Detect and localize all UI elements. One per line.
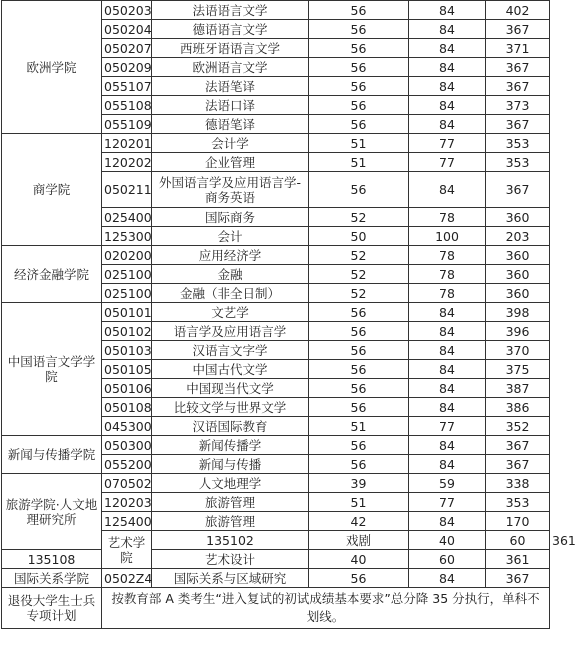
major-code-cell: 055109 (102, 115, 152, 134)
score-total-cell: 367 (486, 455, 550, 474)
score-single-cell: 56 (309, 77, 409, 96)
major-name-cell: 新闻传播学 (152, 436, 309, 455)
major-code-cell: 125400 (102, 512, 152, 531)
score-total-cell: 367 (486, 77, 550, 96)
score-other-cell: 84 (409, 398, 486, 417)
score-single-cell: 51 (309, 153, 409, 172)
major-code-cell: 050103 (102, 341, 152, 360)
major-name-cell: 金融 (152, 265, 309, 284)
table-row (2, 303, 550, 322)
score-single-cell: 56 (309, 341, 409, 360)
major-code-cell: 050108 (102, 398, 152, 417)
score-single-cell: 56 (309, 455, 409, 474)
score-single-cell: 52 (309, 246, 409, 265)
major-code-cell: 120201 (102, 134, 152, 153)
footer-note-cell: 按教育部 A 类考生“进入复试的初试成绩基本要求”总分降 35 分执行，单科不划线。 (102, 588, 550, 629)
score-total-cell: 367 (486, 569, 550, 588)
major-name-cell: 企业管理 (152, 153, 309, 172)
score-single-cell: 56 (309, 58, 409, 77)
score-single-cell: 51 (309, 134, 409, 153)
major-code-cell: 050106 (102, 379, 152, 398)
major-code-cell: 025100 (102, 284, 152, 303)
college-cell: 国际关系学院 (2, 569, 102, 588)
score-total-cell: 373 (486, 96, 550, 115)
score-other-cell: 100 (409, 227, 486, 246)
score-other-cell: 78 (409, 265, 486, 284)
major-code-cell: 135108 (2, 550, 102, 569)
major-code-cell: 050101 (102, 303, 152, 322)
score-total-cell: 367 (486, 115, 550, 134)
score-other-cell: 59 (409, 474, 486, 493)
score-total-cell: 367 (486, 20, 550, 39)
score-single-cell: 52 (309, 265, 409, 284)
table-row (2, 550, 550, 569)
score-total-cell: 352 (486, 417, 550, 436)
major-code-cell: 050203 (102, 1, 152, 20)
score-single-cell: 56 (309, 96, 409, 115)
major-name-cell: 外国语言学及应用语言学-商务英语 (152, 172, 309, 208)
score-other-cell: 84 (409, 379, 486, 398)
score-single-cell: 56 (309, 322, 409, 341)
score-other-cell: 84 (409, 436, 486, 455)
major-name-cell: 中国现当代文学 (152, 379, 309, 398)
score-single-cell: 56 (309, 379, 409, 398)
score-single-cell: 40 (409, 531, 486, 550)
score-other-cell: 84 (409, 322, 486, 341)
major-code-cell: 120203 (102, 493, 152, 512)
major-name-cell: 艺术设计 (152, 550, 309, 569)
score-other-cell: 84 (409, 455, 486, 474)
college-cell: 艺术学院 (102, 531, 152, 569)
score-table-body (2, 1, 576, 629)
score-single-cell: 52 (309, 284, 409, 303)
score-total-cell: 375 (486, 360, 550, 379)
score-single-cell: 56 (309, 1, 409, 20)
table-row (2, 134, 550, 153)
major-code-cell: 070502 (102, 474, 152, 493)
score-other-cell: 60 (409, 550, 486, 569)
major-code-cell: 055108 (102, 96, 152, 115)
score-total-cell: 170 (486, 512, 550, 531)
major-name-cell: 人文地理学 (152, 474, 309, 493)
major-name-cell: 汉语言文字学 (152, 341, 309, 360)
major-name-cell: 旅游管理 (152, 512, 309, 531)
table-row (2, 246, 550, 265)
major-code-cell: 050105 (102, 360, 152, 379)
score-other-cell: 84 (409, 20, 486, 39)
major-code-cell: 045300 (102, 417, 152, 436)
score-single-cell: 50 (309, 227, 409, 246)
major-name-cell: 法语笔译 (152, 77, 309, 96)
score-other-cell: 84 (409, 303, 486, 322)
major-code-cell: 050211 (102, 172, 152, 208)
score-total-cell: 367 (486, 172, 550, 208)
score-total-cell: 386 (486, 398, 550, 417)
major-name-cell: 会计 (152, 227, 309, 246)
score-single-cell: 39 (309, 474, 409, 493)
score-other-cell: 78 (409, 284, 486, 303)
score-single-cell: 51 (309, 417, 409, 436)
score-other-cell: 84 (409, 1, 486, 20)
major-name-cell: 法语语言文学 (152, 1, 309, 20)
major-code-cell: 020200 (102, 246, 152, 265)
college-cell: 经济金融学院 (2, 246, 102, 303)
major-name-cell: 新闻与传播 (152, 455, 309, 474)
score-other-cell: 77 (409, 134, 486, 153)
major-name-cell: 旅游管理 (152, 493, 309, 512)
footer-row (2, 588, 550, 629)
score-total-cell: 361 (486, 550, 550, 569)
score-single-cell: 56 (309, 39, 409, 58)
score-single-cell: 56 (309, 360, 409, 379)
major-code-cell: 050300 (102, 436, 152, 455)
major-name-cell: 文艺学 (152, 303, 309, 322)
table-row (2, 569, 550, 588)
score-total-cell: 203 (486, 227, 550, 246)
score-other-cell: 84 (409, 172, 486, 208)
major-name-cell: 德语笔译 (152, 115, 309, 134)
score-single-cell: 56 (309, 569, 409, 588)
college-cell: 中国语言文学学院 (2, 303, 102, 436)
score-single-cell: 51 (309, 493, 409, 512)
score-total-cell: 371 (486, 39, 550, 58)
score-total-cell: 353 (486, 153, 550, 172)
college-cell: 新闻与传播学院 (2, 436, 102, 474)
major-code-cell: 050102 (102, 322, 152, 341)
major-name-cell: 应用经济学 (152, 246, 309, 265)
table-row (2, 1, 550, 20)
major-code-cell: 025400 (102, 208, 152, 227)
major-name-cell: 国际商务 (152, 208, 309, 227)
score-single-cell: 56 (309, 172, 409, 208)
college-cell: 旅游学院·人文地理研究所 (2, 474, 102, 550)
footer-label-cell: 退役大学生士兵专项计划 (2, 588, 102, 629)
score-other-cell: 78 (409, 208, 486, 227)
score-total-cell: 370 (486, 341, 550, 360)
score-other-cell: 77 (409, 417, 486, 436)
score-total-cell: 360 (486, 265, 550, 284)
score-other-cell: 84 (409, 115, 486, 134)
score-single-cell: 52 (309, 208, 409, 227)
score-other-cell: 77 (409, 153, 486, 172)
major-name-cell: 法语口译 (152, 96, 309, 115)
score-total-cell: 353 (486, 493, 550, 512)
major-name-cell: 德语语言文学 (152, 20, 309, 39)
score-other-cell: 84 (409, 360, 486, 379)
score-single-cell: 56 (309, 20, 409, 39)
major-code-cell: 055107 (102, 77, 152, 96)
major-code-cell: 025100 (102, 265, 152, 284)
score-other-cell: 84 (409, 569, 486, 588)
score-total-cell: 398 (486, 303, 550, 322)
major-code-cell: 050207 (102, 39, 152, 58)
major-name-cell: 戏剧 (309, 531, 409, 550)
major-name-cell: 国际关系与区域研究 (152, 569, 309, 588)
major-name-cell: 西班牙语语言文学 (152, 39, 309, 58)
major-name-cell: 语言学及应用语言学 (152, 322, 309, 341)
score-single-cell: 56 (309, 303, 409, 322)
score-other-cell: 60 (486, 531, 550, 550)
score-other-cell: 84 (409, 39, 486, 58)
score-table (1, 0, 576, 629)
major-name-cell: 比较文学与世界文学 (152, 398, 309, 417)
major-name-cell: 汉语国际教育 (152, 417, 309, 436)
score-other-cell: 78 (409, 246, 486, 265)
score-other-cell: 77 (409, 493, 486, 512)
score-total-cell: 360 (486, 246, 550, 265)
major-code-cell: 050209 (102, 58, 152, 77)
major-code-cell: 120202 (102, 153, 152, 172)
score-total-cell: 402 (486, 1, 550, 20)
score-other-cell: 84 (409, 77, 486, 96)
major-name-cell: 金融（非全日制） (152, 284, 309, 303)
major-code-cell: 125300 (102, 227, 152, 246)
score-total-cell: 367 (486, 58, 550, 77)
score-other-cell: 84 (409, 512, 486, 531)
major-name-cell: 会计学 (152, 134, 309, 153)
score-single-cell: 42 (309, 512, 409, 531)
major-code-cell: 055200 (102, 455, 152, 474)
table-row: 艺术学院 135102 戏剧 40 60 361 (2, 531, 550, 550)
score-other-cell: 84 (409, 58, 486, 77)
score-total-cell: 353 (486, 134, 550, 153)
major-name-cell: 欧洲语言文学 (152, 58, 309, 77)
major-code-cell: 0502Z4 (102, 569, 152, 588)
score-total-cell: 360 (486, 284, 550, 303)
table-row (2, 436, 550, 455)
score-total-cell: 387 (486, 379, 550, 398)
table-row (2, 474, 550, 493)
college-cell: 商学院 (2, 134, 102, 246)
score-total-cell: 396 (486, 322, 550, 341)
college-cell: 欧洲学院 (2, 1, 102, 134)
score-total-cell: 367 (486, 436, 550, 455)
score-other-cell: 84 (409, 341, 486, 360)
score-single-cell: 40 (309, 550, 409, 569)
score-total-cell: 360 (486, 208, 550, 227)
major-name-cell: 中国古代文学 (152, 360, 309, 379)
score-total-cell: 338 (486, 474, 550, 493)
score-single-cell: 56 (309, 436, 409, 455)
major-code-cell: 050204 (102, 20, 152, 39)
score-single-cell: 56 (309, 115, 409, 134)
score-other-cell: 84 (409, 96, 486, 115)
major-code-cell: 135102 (152, 531, 309, 550)
score-single-cell: 56 (309, 398, 409, 417)
